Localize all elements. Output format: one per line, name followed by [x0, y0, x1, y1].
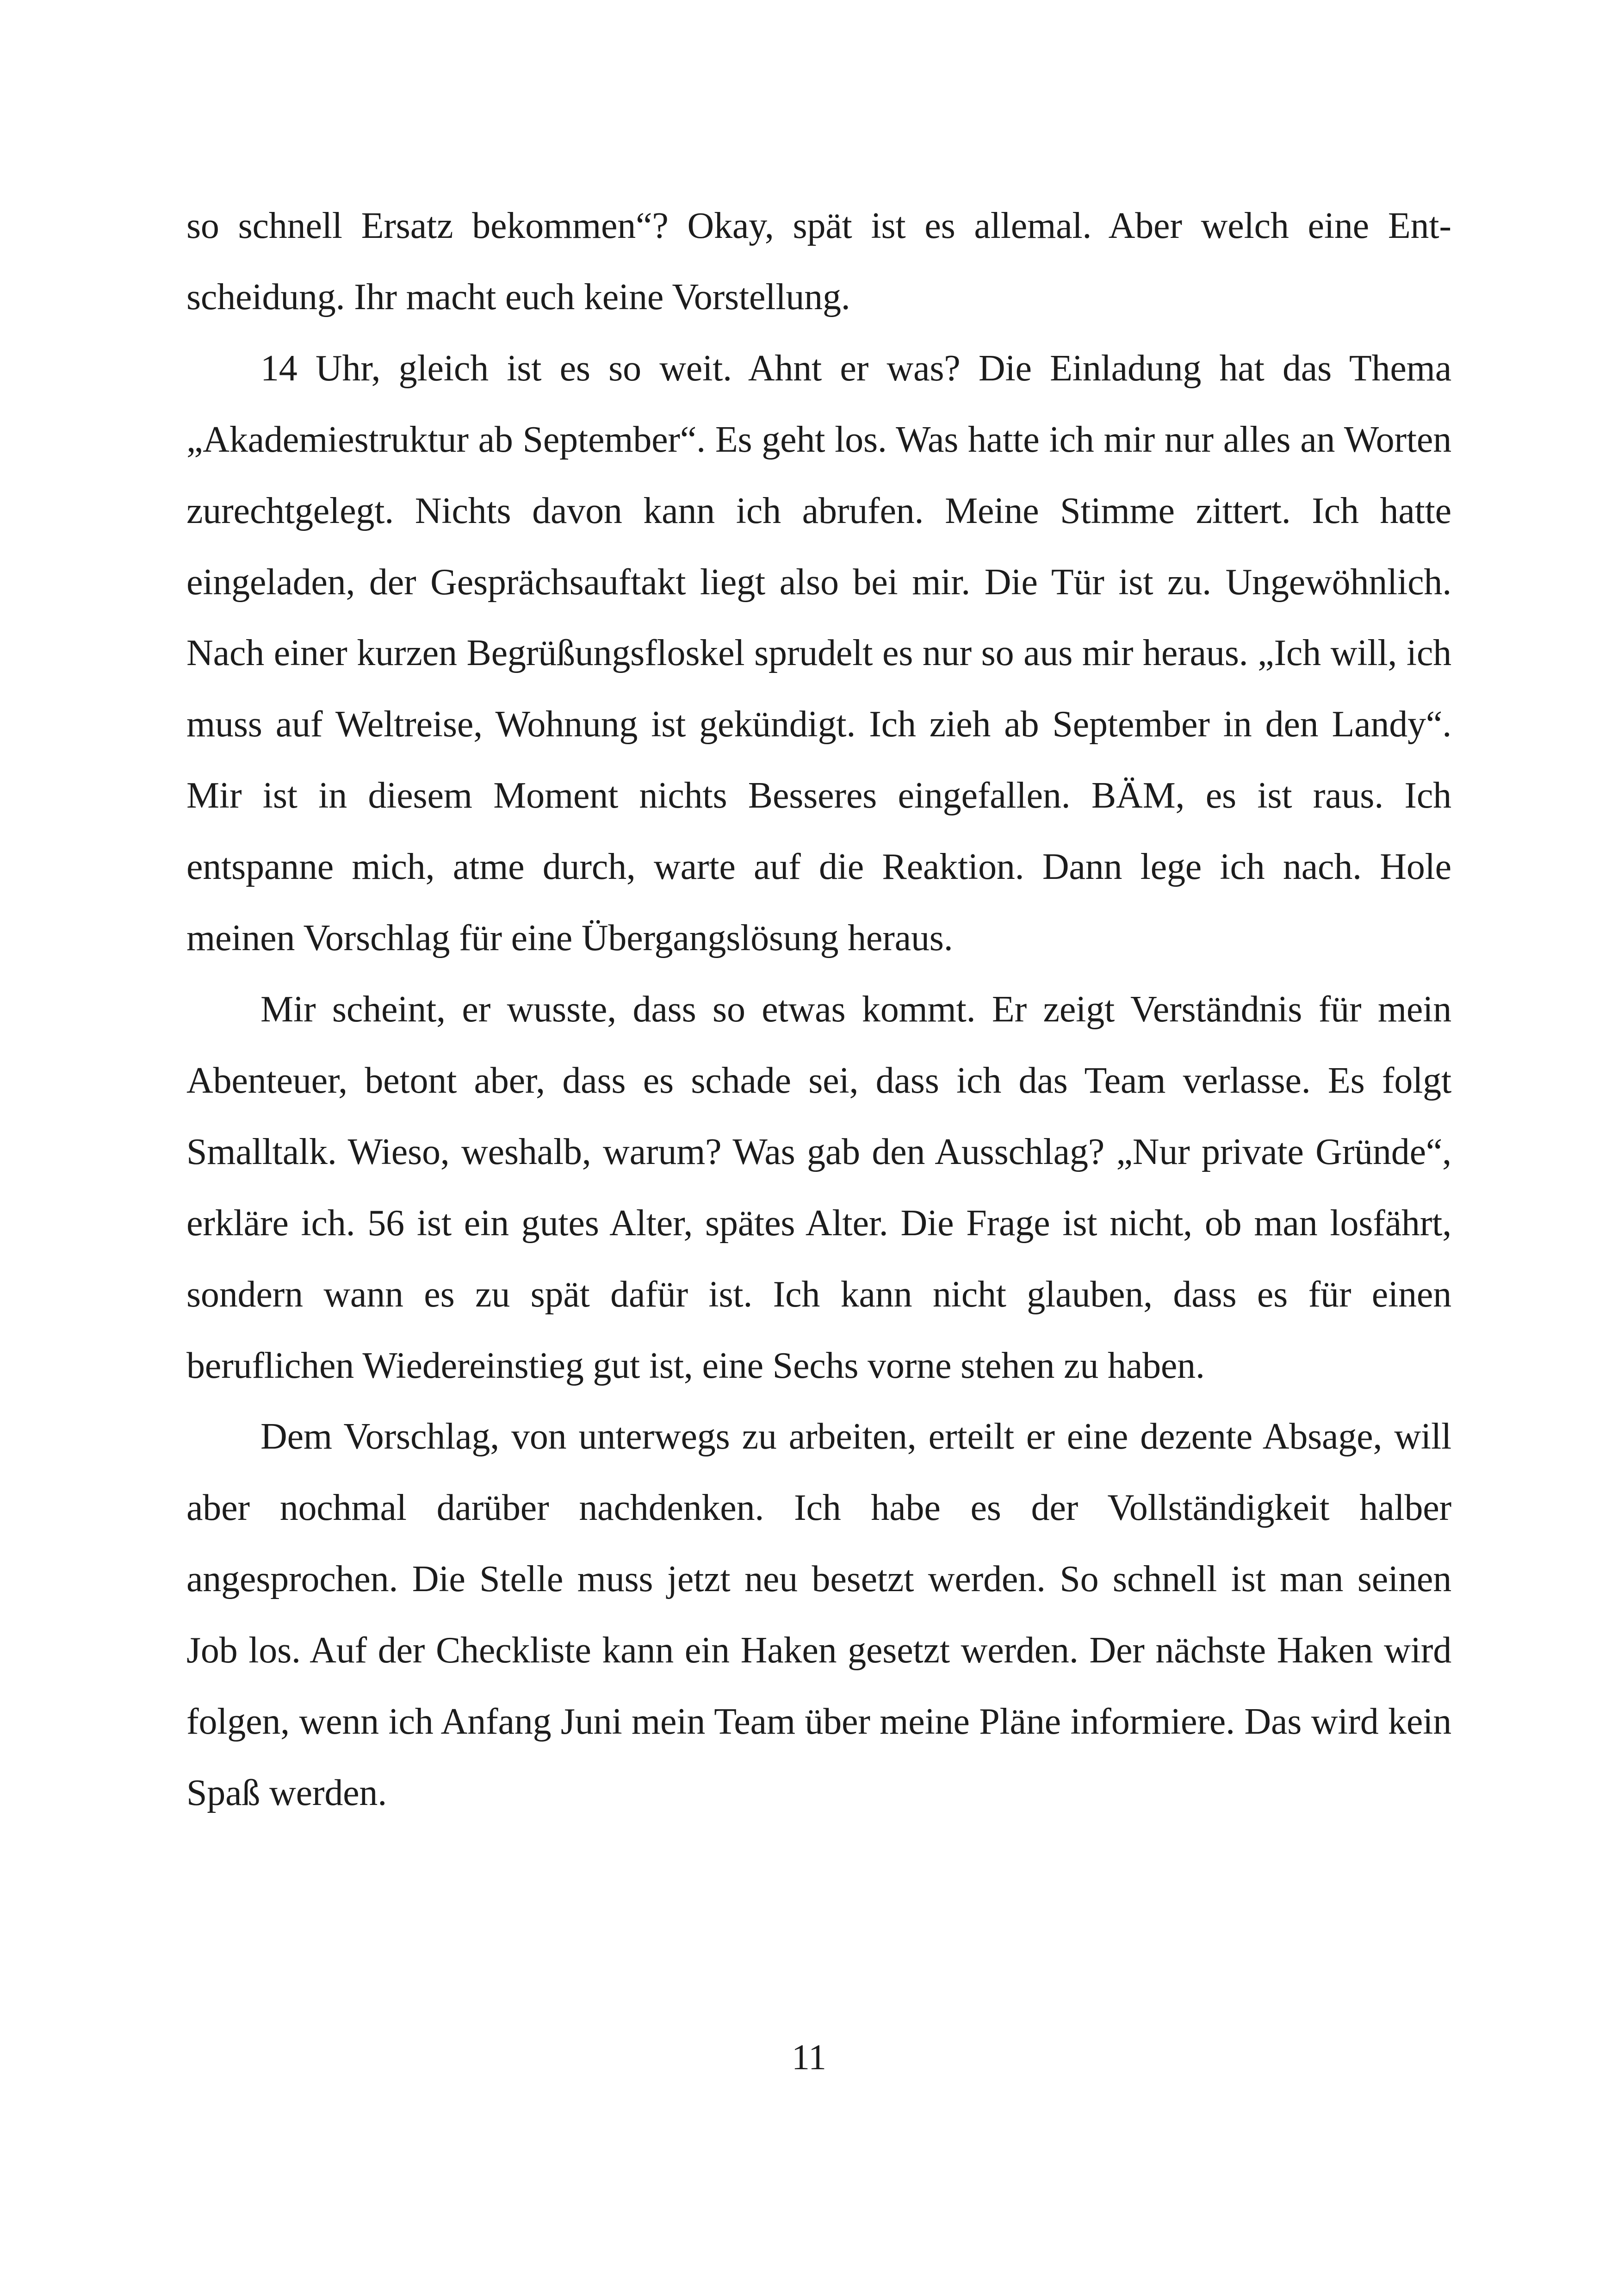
paragraph-1: so schnell Ersatz bekommen“? Okay, spät ist es allemal. Aber welch eine Entscheidung. Ihr macht euch keine Vorstellung. [186, 205, 1451, 317]
page-number: 11 [791, 2037, 827, 2077]
paragraph-3: Mir scheint, er wusste, dass so etwas kommt. Er zeigt Verständnis für mein Abenteuer, betont aber, dass es schade sei, dass ich das Team verlasse. Es folgt Smalltalk. Wieso, weshalb, warum? Was gab den Ausschlag? „Nur private Gründe“, erkläre ich. 56 ist ein gutes Alter, spätes Alter. Die Frage ist nicht, ob man losfährt, sondern wann es zu spät dafür ist. Ich kann nicht glauben, dass es für einen beruflichen Wiedereinstieg gut ist, eine Sechs vorne stehen zu haben. [186, 989, 1451, 1386]
body-text [186, 191, 1451, 1829]
paragraph-4: Dem Vorschlag, von unterwegs zu arbeiten, erteilt er eine dezente Absage, will aber nochmal darüber nachdenken. Ich habe es der Vollständigkeit halber angesprochen. Die Stelle muss jetzt neu besetzt werden. So schnell ist man seinen Job los. Auf der Checkliste kann ein Haken gesetzt werden. Der nächste Haken wird folgen, wenn ich Anfang Juni mein Team über meine Pläne informiere. Das wird kein Spaß werden. [186, 1416, 1451, 1813]
paragraph-2: 14 Uhr, gleich ist es so weit. Ahnt er was? Die Einladung hat das Thema „Akademiestruktur ab September“. Es geht los. Was hatte ich mir nur alles an Worten zurechtgelegt. Nichts davon kann ich abrufen. Meine Stimme zittert. Ich hatte eingeladen, der Gesprächsauftakt liegt also bei mir. Die Tür ist zu. Ungewöhnlich. Nach einer kurzen Begrüßungsfloskel sprudelt es nur so aus mir heraus. „Ich will, ich muss auf Weltreise, Wohnung ist gekündigt. Ich zieh ab September in den Landy“. Mir ist in diesem Moment nichts Besseres eingefallen. BÄM, es ist raus. Ich entspanne mich, atme durch, warte auf die Reaktion. Dann lege ich nach. Hole meinen Vorschlag für eine Übergangslösung heraus. [186, 348, 1451, 959]
